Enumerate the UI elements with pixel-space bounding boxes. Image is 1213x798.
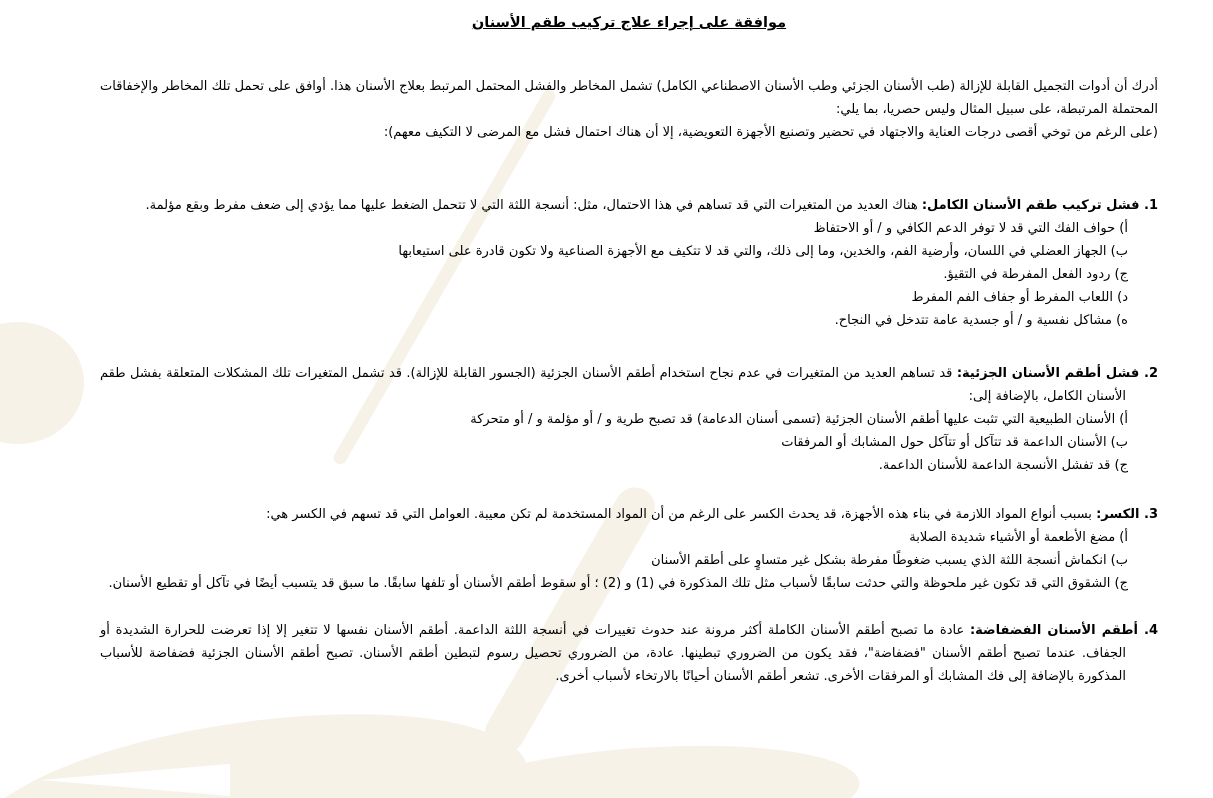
section-item-list <box>100 408 1158 477</box>
section-partial-denture-failure <box>100 362 1158 477</box>
section-body: عادة ما تصبح أطقم الأسنان الكاملة أكثر مرونة عند حدوث تغييرات في أنسجة اللثة الداعمة. أطقم الأسنان نفسها لا تتغير إلا إذا تعرضت للحرارة الشديدة أو الجفاف. عندما تصبح أطقم الأسنان "فضفاضة"، فقد يكون من الضروري تبطينها. عادة، من الضروري تحصيل رسوم لتبطين أطقم الأسنان. تصبح أطقم الأسنان الجزئية فضفاضة للأسباب المذكورة بالإضافة إلى فك المشابك أو المرفقات الأخرى. تشعر أطقم الأسنان أحيانًا بالارتخاء لأسباب أخرى. <box>100 623 1126 684</box>
list-item: ج) ردود الفعل المفرطة في التقيؤ. <box>943 267 1128 282</box>
intro-paragraph: أدرك أن أدوات التجميل القابلة للإزالة (طب الأسنان الجزئي وطب الأسنان الاصطناعي الكامل) تشمل المخاطر والفشل المحتمل المرتبط بعلاج الأسنان هذا. أوافق على تحمل تلك المخاطر والإخفاقات المحتملة المرتبطة، على سبيل المثال وليس حصريا، بما يلي: <box>100 79 1158 117</box>
section-heading: 4. أطقم الأسنان الفضفاضة: <box>969 623 1159 638</box>
section-body: بسبب أنواع المواد اللازمة في بناء هذه الأجهزة، قد يحدث الكسر على الرغم من أن المواد المستخدمة لم تكن معيبة. العوامل التي قد تسهم في الكسر هي: <box>266 507 1092 522</box>
list-item: ج) قد تفشل الأنسجة الداعمة للأسنان الداعمة. <box>878 458 1128 473</box>
section-heading: 3. الكسر: <box>1096 507 1158 522</box>
section-loose-dentures <box>100 619 1158 688</box>
list-item: ج) الشقوق التي قد تكون غير ملحوظة والتي حدثت سابقًا لأسباب مثل تلك المذكورة في (1) و (2) ؛ أو سقوط أطقم الأسنان أو تلفها سابقًا. ما سبق قد يتسبب أيضًا في تآكل أو تقطيع الأسنان. <box>108 576 1128 591</box>
list-item: أ) مضغ الأطعمة أو الأشياء شديدة الصلابة <box>909 530 1128 545</box>
list-item: ب) انكماش أنسجة اللثة الذي يسبب ضغوطًا مفرطة بشكل غير متساوٍ على أطقم الأسنان <box>651 553 1128 568</box>
section-item-list <box>100 526 1158 595</box>
list-item: ب) الأسنان الداعمة قد تتآكل أو تتآكل حول المشابك أو المرفقات <box>781 435 1128 450</box>
section-item-list <box>100 217 1158 332</box>
section-complete-denture-failure <box>100 194 1158 332</box>
section-fracture <box>100 503 1158 595</box>
watermark-notch-icon <box>40 764 230 796</box>
list-item: د) اللعاب المفرط أو جفاف الفم المفرط <box>911 290 1128 305</box>
list-item: أ) الأسنان الطبيعية التي تثبت عليها أطقم الأسنان الجزئية (تسمى أسنان الدعامة) قد تصبح طرية و / أو مؤلمة و / أو متحركة <box>470 412 1128 427</box>
intro-note: (على الرغم من توخي أقصى درجات العناية والاجتهاد في تحضير وتصنيع الأجهزة التعويضية، إلا أن هناك احتمال فشل مع المرضى لا التكيف معهم): <box>383 125 1158 140</box>
section-paragraph <box>100 194 1158 217</box>
document-title: موافقة على إجراء علاج تركيب طقم الأسنان <box>471 15 787 31</box>
list-item: أ) حواف الفك التي قد لا توفر الدعم الكافي و / أو الاحتفاظ <box>813 221 1128 236</box>
section-paragraph <box>100 362 1158 408</box>
section-paragraph <box>100 503 1158 526</box>
section-heading: 1. فشل تركيب طقم الأسنان الكامل: <box>921 198 1158 213</box>
section-body: قد تساهم العديد من المتغيرات في عدم نجاح استخدام أطقم الأسنان الجزئية (الجسور القابلة للإزالة). قد تشمل المتغيرات تلك المشكلات المتعلقة بفشل طقم الأسنان الكامل، بالإضافة إلى: <box>100 366 1126 404</box>
list-item: ب) الجهاز العضلي في اللسان، وأرضية الفم، والخدين، وما إلى ذلك، والتي قد لا تتكيف مع الأجهزة الصناعية ولا تكون قادرة على استيعابها <box>398 244 1128 259</box>
section-heading: 2. فشل أطقم الأسنان الجزئية: <box>956 366 1159 381</box>
section-paragraph <box>100 619 1158 688</box>
section-body: هناك العديد من المتغيرات التي قد تساهم في هذا الاحتمال، مثل: أنسجة اللثة التي لا تتحمل الضغط عليها مما يؤدي إلى ضعف مفرط وبقع مؤلمة. <box>145 198 918 213</box>
list-item: ه) مشاكل نفسية و / أو جسدية عامة تتدخل في النجاح. <box>834 313 1128 328</box>
